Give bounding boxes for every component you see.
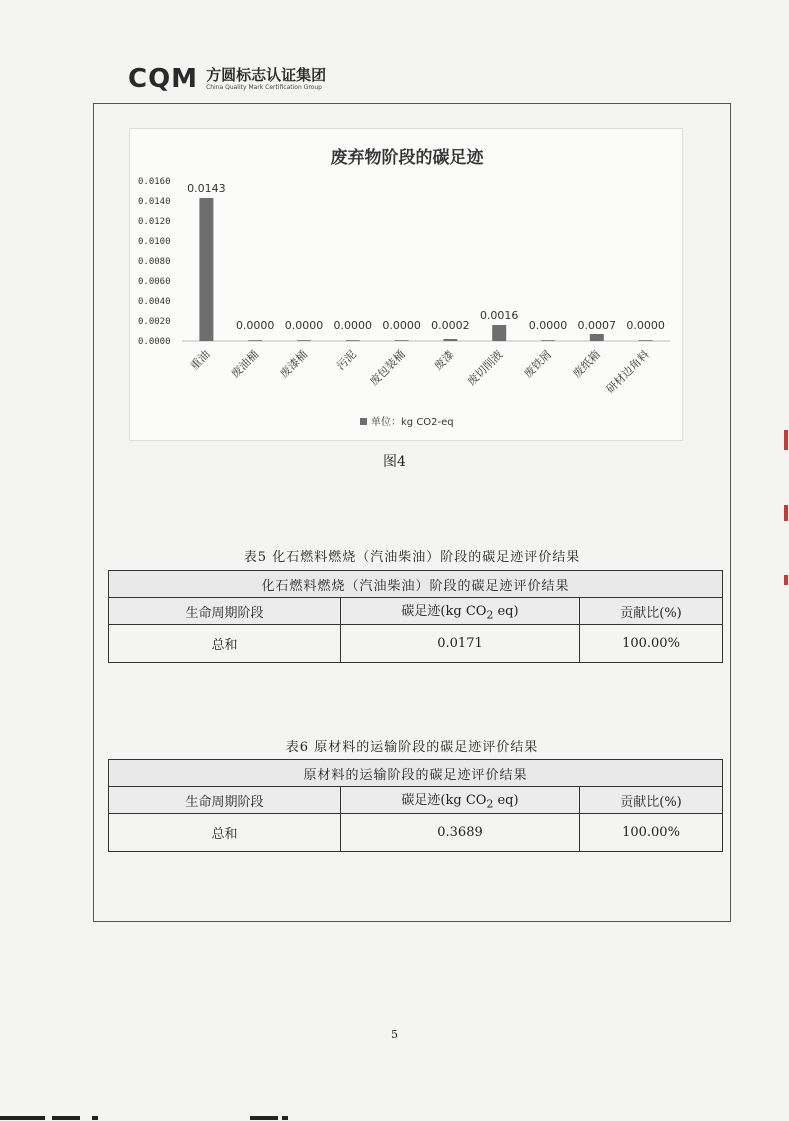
edge-stamp-mark: [784, 505, 788, 521]
x-tick-label: 废油桶: [228, 347, 262, 381]
x-tick-label: 废铁屑: [521, 347, 555, 381]
table5-row-cf: 0.0171: [341, 625, 580, 663]
y-tick-label: 0.0160: [138, 177, 171, 187]
org-name-cn: 方圆标志认证集团: [206, 65, 327, 84]
table6-col-cf-prefix: 碳足迹(kg CO: [401, 793, 487, 809]
edge-stamp-mark: [784, 430, 788, 450]
y-tick-label: 0.0040: [138, 297, 171, 307]
edge-stamp-mark: [784, 575, 788, 585]
bar-data-label: 0.0007: [577, 319, 617, 332]
bar-data-label: 0.0000: [235, 319, 275, 332]
table5-header-row: [109, 571, 723, 598]
scan-mark: [92, 1116, 98, 1120]
table5-col-cf-suffix: eq): [493, 604, 519, 620]
bar-data-label: 0.0016: [479, 309, 519, 322]
table6-col-cf-sub: 2: [486, 797, 494, 811]
x-tick-label: 废切削液: [465, 347, 506, 389]
y-tick-label: 0.0140: [138, 197, 171, 207]
table6-row: [109, 814, 723, 852]
table6-row-cf: 0.3689: [341, 814, 580, 852]
y-tick-label: 0.0000: [138, 337, 171, 347]
x-tick-label: 废漆桶: [277, 347, 311, 381]
y-tick-label: 0.0080: [138, 257, 171, 267]
legend-label: 单位：kg CO2-eq: [371, 417, 454, 428]
chart-bar: [590, 334, 604, 341]
table5-col-cf: [341, 598, 580, 625]
chart-bar: [395, 340, 409, 341]
bar-data-label: 0.0000: [382, 319, 421, 332]
table6-col-cf: [341, 787, 580, 814]
x-tick-label: 废漆: [431, 347, 457, 373]
chart-bar: [346, 340, 360, 341]
x-tick-label: 废包装桶: [367, 347, 408, 389]
waste-stage-chart: [129, 128, 683, 441]
bar-data-label: 0.0000: [626, 319, 665, 332]
table6-col-cf-suffix: eq): [493, 793, 519, 809]
bar-data-label: 0.0000: [284, 319, 324, 332]
table5-col-share: 贡献比(%): [580, 598, 723, 625]
table6: [108, 759, 723, 852]
chart-bar: [443, 339, 457, 341]
chart-bar: [492, 325, 506, 341]
table5: [108, 570, 723, 663]
chart-bar: [541, 340, 555, 341]
table6-col-share: 贡献比(%): [580, 787, 723, 814]
y-tick-label: 0.0060: [138, 277, 171, 287]
table5-column-row: [109, 598, 723, 625]
table5-col-cf-sub: 2: [486, 608, 494, 622]
table6-header-row: [109, 760, 723, 787]
scan-mark: [52, 1116, 80, 1120]
company-logo: [128, 64, 326, 94]
page-number: 5: [391, 1028, 398, 1041]
table5-row-stage: 总和: [109, 625, 341, 663]
table5-col-stage: 生命周期阶段: [109, 598, 341, 625]
scan-mark: [250, 1116, 278, 1120]
table6-caption: 表6 原材料的运输阶段的碳足迹评价结果: [285, 740, 539, 755]
chart-bar: [297, 340, 311, 341]
table5-col-cf-prefix: 碳足迹(kg CO: [401, 604, 487, 620]
table6-row-stage: 总和: [109, 814, 341, 852]
table6-row-share: 100.00%: [580, 814, 723, 852]
chart-bar: [248, 340, 262, 341]
scan-mark: [282, 1116, 288, 1120]
logo-text: [206, 67, 326, 92]
logo-mark: CQM: [128, 64, 199, 94]
legend-swatch: [360, 418, 367, 425]
table6-col-stage: 生命周期阶段: [109, 787, 341, 814]
bar-data-label: 0.0143: [187, 182, 226, 195]
chart-title: 废弃物阶段的碳足迹: [330, 148, 484, 168]
bar-data-label: 0.0000: [528, 319, 568, 332]
table6-header: 原材料的运输阶段的碳足迹评价结果: [109, 760, 723, 787]
table5-caption: 表5 化石燃料燃烧（汽油柴油）阶段的碳足迹评价结果: [243, 550, 581, 565]
bar-data-label: 0.0002: [431, 319, 470, 332]
table5-header: 化石燃料燃烧（汽油柴油）阶段的碳足迹评价结果: [109, 571, 723, 598]
figure-caption: 图4: [383, 454, 406, 470]
x-tick-label: 重油: [187, 347, 213, 373]
x-tick-label: 废纸箱: [570, 347, 603, 381]
org-name-en: China Quality Mark Certification Group: [206, 83, 322, 91]
bar-data-label: 0.0000: [333, 319, 373, 332]
y-tick-label: 0.0100: [138, 237, 171, 247]
x-tick-label: 研材边角料: [603, 347, 652, 397]
y-tick-label: 0.0020: [138, 317, 171, 327]
chart-svg: [130, 129, 684, 442]
y-tick-label: 0.0120: [138, 217, 171, 227]
chart-bar: [639, 340, 653, 341]
scan-mark: [0, 1116, 45, 1120]
table5-row-share: 100.00%: [580, 625, 723, 663]
table5-row: [109, 625, 723, 663]
x-tick-label: 污泥: [334, 347, 359, 373]
chart-bar: [199, 198, 213, 341]
table6-column-row: [109, 787, 723, 814]
